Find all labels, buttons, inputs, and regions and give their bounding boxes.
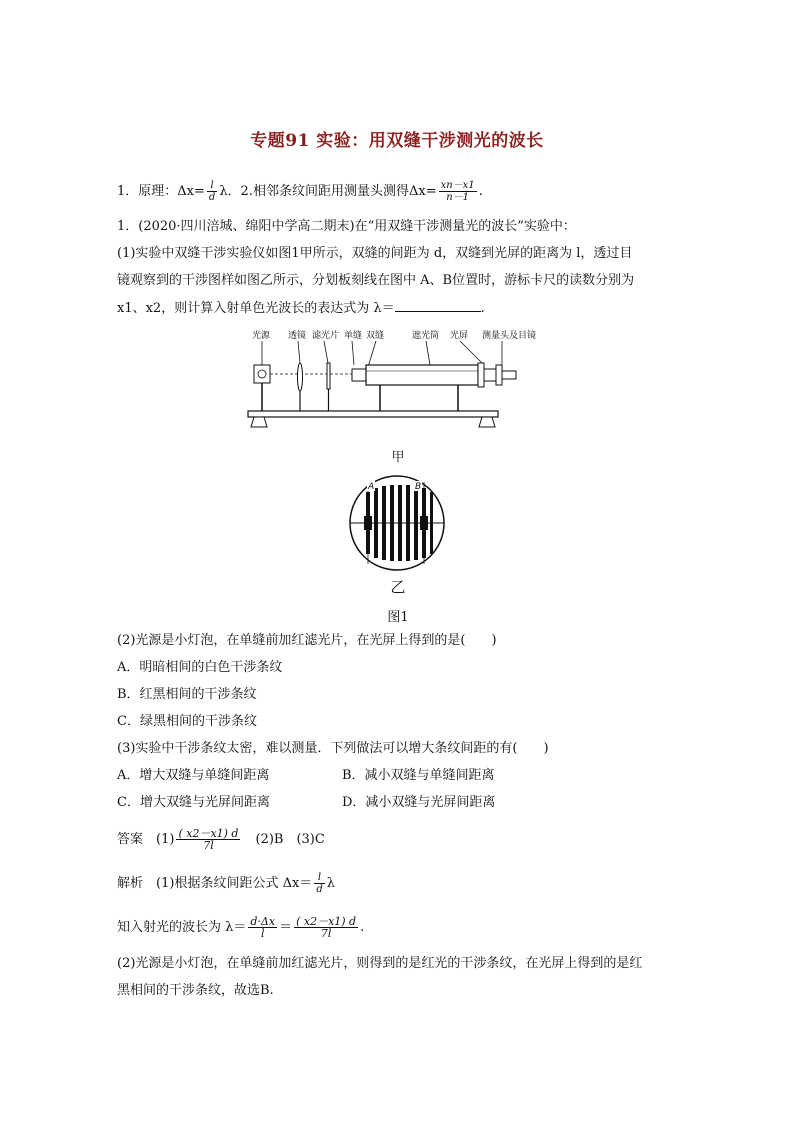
lens-icon	[298, 363, 303, 391]
analysis-text-1: (1)根据条纹间距公式 Δx＝	[156, 876, 313, 891]
lamp-bulb-icon	[258, 370, 266, 378]
answer-part1: (1)	[156, 832, 175, 847]
figure-caption: 图1	[387, 610, 409, 625]
fraction-numerator: ( x2－x1) d	[178, 827, 239, 840]
analysis-line-1	[117, 872, 335, 895]
principle-end: .	[478, 184, 483, 199]
bench-foot-right	[479, 417, 495, 427]
q2-stem: (2)光源是小灯泡，在单缝前加红滤光片，在光屏上得到的是( )	[117, 633, 497, 648]
principle-dx2: Δx=	[408, 184, 437, 199]
eyepiece-ring	[496, 365, 502, 385]
q1-part1-line2: 镜观察到的干涉图样如图乙所示，分划板刻线在图中 A、B位置时，游标卡尺的读数分别为	[117, 273, 635, 288]
answer-label: 答案	[117, 832, 144, 847]
principle-line	[117, 180, 483, 203]
eyepiece-icon	[502, 371, 516, 379]
q2-option-c: C．绿黑相间的干涉条纹	[117, 714, 257, 729]
fraction-denominator: 7l	[320, 927, 332, 940]
measuring-head	[484, 369, 496, 381]
answer-rest: (2)B (3)C	[255, 832, 325, 847]
q1-part1-line3-end: .	[480, 301, 485, 316]
analysis-lambda: λ	[326, 876, 335, 891]
q2-option-a: A．明暗相间的白色干涉条纹	[117, 660, 283, 675]
answer-line	[117, 828, 325, 851]
q3-stem: (3)实验中干涉条纹太密，难以测量．下列做法可以增大条纹间距的有( )	[117, 741, 549, 756]
point-a-label: A	[368, 482, 375, 492]
answer-blank	[395, 299, 481, 312]
page-title: 专题91 实验：用双缝干涉测光的波长	[250, 131, 544, 151]
fraction-numerator: ( x2－x1) d	[296, 915, 357, 928]
label-double-slit: 双缝	[366, 331, 385, 341]
q1-part1-line3-text: x1、x2，则计算入射单色光波长的表达式为 λ＝	[117, 301, 395, 316]
optical-bench	[248, 411, 498, 417]
analysis-line-3: (2)光源是小灯泡，在单缝前加红滤光片，则得到的是红光的干涉条纹，在光屏上得到的是红	[117, 956, 643, 971]
analysis-end: .	[360, 920, 365, 935]
label-eyepiece: 测量头及目镜	[482, 331, 537, 341]
q3-option-c: C．增大双缝与光屏间距离	[117, 795, 270, 810]
analysis-fraction-2	[248, 916, 277, 939]
label-screen: 光屏	[450, 331, 469, 341]
q2-option-b: B．红黑相间的干涉条纹	[117, 687, 257, 702]
analysis-text-2: 知入射光的波长为 λ＝	[117, 920, 247, 935]
analysis-line-2	[117, 916, 364, 939]
filter-icon	[327, 363, 330, 389]
q3-option-a: A．增大双缝与单缝间距离	[117, 768, 270, 783]
q1-part1-line3	[117, 299, 485, 318]
answer-fraction	[176, 828, 240, 851]
point-b-label: B	[415, 482, 422, 492]
fraction-denominator: d	[208, 192, 216, 203]
interference-pattern	[348, 474, 446, 572]
principle-middle: λ．2.相邻条纹间距用测量头测得	[219, 184, 409, 199]
q3-option-b: B．减小双缝与单缝间距离	[342, 768, 495, 783]
bench-foot-left	[251, 417, 267, 427]
fraction-denominator: l	[260, 927, 265, 940]
principle-prefix: 1．原理：	[117, 184, 178, 199]
fraction-numerator: l	[314, 872, 324, 884]
leader-lines	[262, 341, 502, 367]
light-shield-tube	[366, 365, 478, 385]
figure-yi-label: 乙	[390, 578, 406, 596]
q1-part1-line1: (1)实验中双缝干涉实验仪如图1甲所示，双缝的间距为 d，双缝到光屏的距离为 l，透过目	[117, 246, 633, 261]
label-lens: 透镜	[288, 331, 307, 341]
fraction-denominator: 7l	[203, 839, 214, 852]
apparatus-diagram	[240, 325, 560, 440]
analysis-label: 解析	[117, 876, 144, 891]
label-filter: 滤光片	[312, 331, 340, 341]
fraction-numerator: l	[207, 180, 217, 192]
fraction-denominator: d	[316, 884, 323, 895]
q3-option-d: D．减小双缝与光屏间距离	[342, 795, 496, 810]
screen-ring	[478, 363, 484, 387]
principle-fraction-1	[207, 180, 217, 203]
principle-dx: Δx=	[177, 184, 205, 199]
label-light-tube: 遮光筒	[412, 331, 440, 341]
principle-fraction-2	[439, 180, 477, 203]
fraction-numerator: xn－x1	[440, 180, 475, 191]
analysis-fraction-1	[314, 872, 324, 895]
fraction-denominator: n－1	[446, 192, 470, 203]
analysis-line-4: 黑相间的干涉条纹，故选B.	[117, 983, 274, 998]
question-source: 1．(2020·四川涪城、绵阳中学高二期末)在“用双缝干涉测量光的波长”实验中：	[117, 219, 576, 234]
label-single-slit: 单缝	[344, 331, 363, 341]
label-light-source: 光源	[252, 331, 271, 341]
analysis-equals: ＝	[279, 920, 293, 935]
figure-jia-label: 甲	[391, 450, 405, 465]
analysis-fraction-3	[294, 916, 358, 939]
fraction-numerator: d·Δx	[250, 915, 276, 928]
